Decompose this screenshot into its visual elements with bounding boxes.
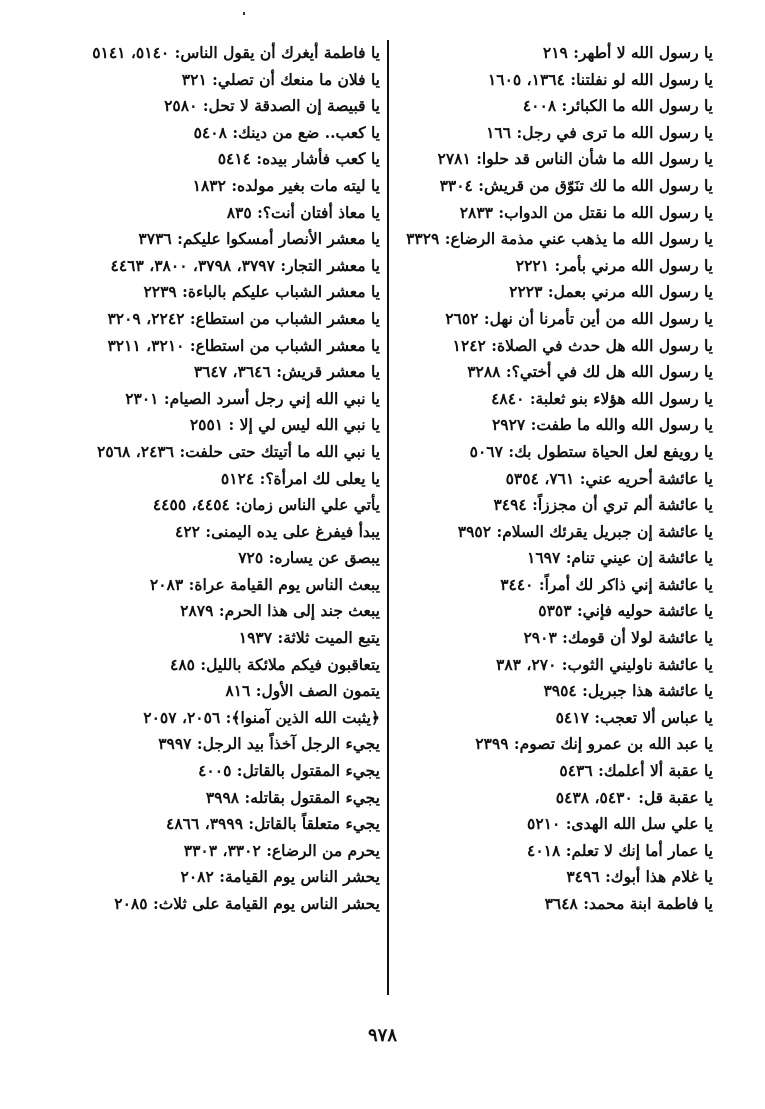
index-entry: يبدأ فيفرغ على يده اليمنى: ٤٢٢	[175, 521, 380, 541]
index-entry: يبصق عن يساره: ٧٢٥	[238, 548, 380, 568]
index-entry: يا رسول الله هل لك في أختي؟: ٣٢٨٨	[467, 362, 713, 382]
index-entry: يجيء المقتول بقاتله: ٣٩٩٨	[205, 787, 380, 807]
index-entry: يا عائشة إن جبريل يقرئك السلام: ٣٩٥٢	[457, 521, 713, 541]
index-entry: يا رسول الله ما الكبائر: ٤٠٠٨	[522, 96, 713, 116]
index-entry: يا رسول الله مرني بأمر: ٢٢٢١	[515, 255, 713, 275]
index-entry: يا عائشة إني ذاكر لك أمراً: ٣٤٤٠	[500, 574, 713, 594]
index-entry: يا رسول الله لا أطهر: ٢١٩	[542, 43, 713, 62]
index-entry: يا عباس ألا تعجب: ٥٤١٧	[555, 707, 713, 727]
index-entry: يا معشر الشباب عليكم بالباءة: ٢٢٣٩	[143, 282, 380, 302]
column-divider	[387, 40, 389, 995]
index-entry: يا رسول الله ما شأن الناس قد حلوا: ٢٧٨١	[437, 149, 713, 169]
index-entry: يا كعب.. ضع من دينك: ٥٤٠٨	[193, 122, 380, 142]
index-entry: يا عقبة ألا أعلمك: ٥٤٣٦	[559, 761, 713, 781]
index-entry: يا قبيصة إن الصدقة لا تحل: ٢٥٨٠	[164, 96, 380, 116]
index-entry: يا علي سل الله الهدى: ٥٢١٠	[527, 814, 713, 834]
index-entry: يا عائشة أحريه عني: ٧٦١، ٥٣٥٤	[505, 468, 713, 488]
index-entry: يا عائشة لولا أن قومك: ٢٩٠٣	[523, 628, 713, 648]
index-entry: يا رسول الله هل حدث في الصلاة: ١٢٤٢	[452, 335, 713, 355]
index-entry: يا معشر الأنصار أمسكوا عليكم: ٣٧٣٦	[138, 229, 380, 249]
index-entry: ﴿يثبت الله الذين آمنوا﴾: ٢٠٥٦، ٢٠٥٧	[143, 707, 380, 727]
page-number: ٩٧٨	[367, 1025, 397, 1046]
index-entry: يتبع الميت ثلاثة: ١٩٣٧	[238, 628, 380, 648]
index-entry: يتعاقبون فيكم ملائكة بالليل: ٤٨٥	[170, 654, 380, 674]
index-entry: يأتي علي الناس زمان: ٤٤٥٤، ٤٤٥٥	[152, 495, 380, 515]
index-entry: يا رسول الله مرني بعمل: ٢٢٢٣	[509, 282, 713, 302]
index-entry: يا عائشة حوليه فإني: ٥٣٥٣	[538, 601, 713, 621]
index-entry: يبعث جند إلى هذا الحرم: ٢٨٧٩	[180, 601, 380, 621]
index-entry: يا عائشة هذا جبريل: ٣٩٥٤	[543, 681, 713, 701]
index-entry: يا عائشة إن عيني تنام: ١٦٩٧	[527, 548, 713, 568]
index-entry: يتمون الصف الأول: ٨١٦	[225, 681, 380, 701]
index-entry: يا عائشة ألم تري أن مجززاً: ٣٤٩٤	[493, 495, 713, 515]
index-entry: يا معشر الشباب من استطاع: ٢٢٤٢، ٣٢٠٩	[107, 308, 380, 328]
index-entry: يا رسول الله من أين تأمرنا أن نهل: ٢٦٥٢	[445, 308, 713, 328]
index-entry: يا كعب فأشار بيده: ٥٤١٤	[217, 149, 380, 169]
index-entry: يا معشر قريش: ٣٦٤٦، ٣٦٤٧	[193, 362, 380, 382]
index-entry: يا رسول الله هؤلاء بنو ثعلبة: ٤٨٤٠	[491, 388, 713, 408]
index-entry: يا رسول الله ما نقتل من الدواب: ٢٨٣٣	[459, 202, 713, 222]
index-entry: يا عقبة قل: ٥٤٣٠، ٥٤٣٨	[555, 787, 713, 807]
index-entry: يا نبي الله ليس لي إلا : ٢٥٥١	[189, 415, 380, 435]
index-entry: يا معشر التجار: ٣٧٩٧، ٣٧٩٨، ٣٨٠٠، ٤٤٦٣	[110, 255, 380, 275]
index-entry: يا ليته مات بغير مولده: ١٨٣٢	[192, 175, 380, 195]
index-entry: يا عائشة ناوليني الثوب: ٢٧٠، ٣٨٣	[496, 654, 713, 674]
index-entry: يا فلان ما منعك أن تصلي: ٣٢١	[181, 69, 380, 89]
index-entry: يا معاذ أفتان أنت؟: ٨٣٥	[226, 202, 380, 222]
index-entry: يا رسول الله لو نفلتنا: ١٣٦٤، ١٦٠٥	[487, 69, 713, 89]
index-entry: يا نبي الله ما أتيتك حتى حلفت: ٢٤٣٦، ٢٥٦٨	[97, 441, 380, 461]
index-entry: يحرم من الرضاع: ٣٣٠٢، ٣٣٠٣	[183, 840, 380, 860]
right-index-column	[395, 40, 713, 918]
index-entry: يا رسول الله ما لك تنَوّق من قريش: ٣٣٠٤	[439, 175, 713, 195]
scan-speck	[243, 12, 245, 15]
index-entry: يا فاطمة أيغرك أن يقول الناس: ٥١٤٠، ٥١٤١	[92, 43, 380, 62]
index-entry: يا رسول الله ما يذهب عني مذمة الرضاع: ٣٣٢٩	[406, 229, 713, 249]
index-entry: يا غلام هذا أبوك: ٣٤٩٦	[566, 867, 713, 887]
index-entry: يا رسول الله ما ترى في رجل: ١٦٦	[486, 122, 713, 142]
index-entry: يا يعلى لك امرأة؟: ٥١٢٤	[220, 468, 380, 488]
index-entry: يا معشر الشباب من استطاع: ٣٢١٠، ٣٢١١	[107, 335, 380, 355]
index-entry: يا عبد الله بن عمرو إنك تصوم: ٢٣٩٩	[475, 734, 713, 754]
index-entry: يجيء الرجل آخذاً بيد الرجل: ٣٩٩٧	[158, 734, 380, 754]
index-entry: يا رسول الله والله ما طفت: ٢٩٢٧	[491, 415, 713, 435]
index-entry: يحشر الناس يوم القيامة على ثلاث: ٢٠٨٥	[114, 894, 380, 913]
index-entry: يا رويفع لعل الحياة ستطول بك: ٥٠٦٧	[469, 441, 713, 461]
index-entry: يجيء المقتول بالقاتل: ٤٠٠٥	[198, 761, 380, 781]
index-entry: يبعث الناس يوم القيامة عراة: ٢٠٨٣	[149, 574, 380, 594]
index-entry: يا عمار أما إنك لا تعلم: ٤٠١٨	[527, 840, 713, 860]
index-entry: يجيء متعلقاً بالقاتل: ٣٩٩٩، ٤٨٦٦	[166, 814, 380, 834]
index-entry: يحشر الناس يوم القيامة: ٢٠٨٢	[180, 867, 380, 887]
index-entry: يا نبي الله إني رجل أسرد الصيام: ٢٣٠١	[125, 388, 380, 408]
left-index-column	[92, 40, 380, 918]
index-entry: يا فاطمة ابنة محمد: ٣٦٤٨	[544, 894, 713, 913]
